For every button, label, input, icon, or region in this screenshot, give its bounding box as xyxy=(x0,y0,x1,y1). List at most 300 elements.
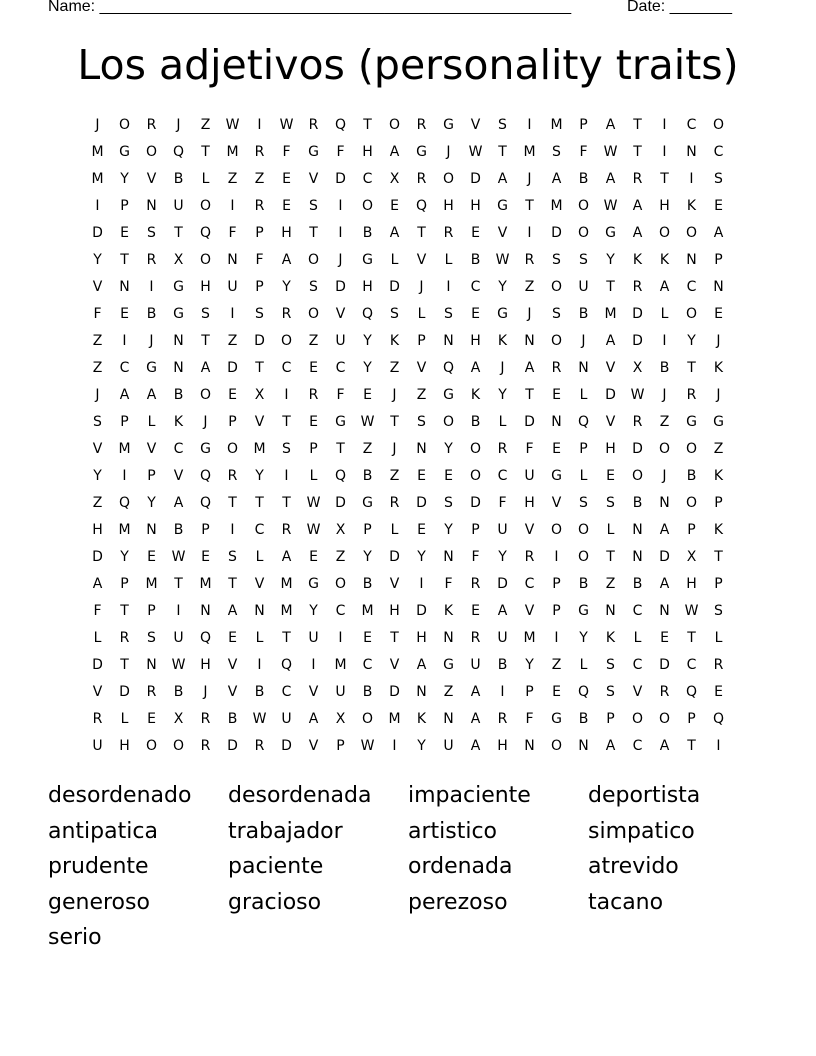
grid-letter[interactable]: D xyxy=(335,495,346,511)
grid-letter[interactable]: W xyxy=(495,252,510,268)
grid-letter[interactable]: O xyxy=(469,441,482,457)
grid-letter[interactable]: T xyxy=(174,576,183,592)
grid-letter[interactable]: H xyxy=(92,522,103,538)
grid-letter[interactable]: N xyxy=(119,279,130,295)
grid-letter[interactable]: Q xyxy=(577,414,590,430)
grid-letter[interactable]: E xyxy=(282,198,291,214)
grid-letter[interactable]: I xyxy=(446,279,451,295)
grid-letter[interactable]: K xyxy=(443,603,454,619)
grid-letter[interactable]: T xyxy=(228,576,237,592)
grid-letter[interactable]: E xyxy=(552,387,561,403)
grid-letter[interactable]: Z xyxy=(416,387,427,403)
grid-letter[interactable]: P xyxy=(228,414,237,430)
grid-letter[interactable]: Y xyxy=(444,522,453,538)
grid-letter[interactable]: B xyxy=(173,684,184,700)
grid-letter[interactable]: W xyxy=(603,198,618,214)
grid-letter[interactable]: R xyxy=(524,549,535,565)
grid-letter[interactable]: R xyxy=(146,252,157,268)
grid-letter[interactable]: C xyxy=(119,360,130,376)
grid-letter[interactable]: M xyxy=(388,711,401,727)
grid-letter[interactable]: P xyxy=(120,198,129,214)
grid-letter[interactable]: T xyxy=(363,117,372,133)
grid-letter[interactable]: D xyxy=(632,333,643,349)
grid-letter[interactable]: C xyxy=(632,657,643,673)
grid-letter[interactable]: Y xyxy=(309,603,318,619)
grid-letter[interactable]: U xyxy=(281,711,292,727)
grid-letter[interactable]: A xyxy=(632,198,643,214)
grid-letter[interactable]: H xyxy=(686,576,697,592)
grid-letter[interactable]: A xyxy=(389,144,400,160)
grid-letter[interactable]: T xyxy=(120,603,129,619)
grid-letter[interactable]: R xyxy=(443,225,454,241)
grid-letter[interactable]: O xyxy=(334,576,347,592)
grid-letter[interactable]: L xyxy=(579,657,588,673)
grid-letter[interactable]: G xyxy=(443,657,454,673)
grid-letter[interactable]: B xyxy=(362,468,373,484)
grid-letter[interactable]: O xyxy=(685,441,698,457)
grid-letter[interactable]: F xyxy=(498,495,507,511)
grid-letter[interactable]: Y xyxy=(363,333,372,349)
grid-letter[interactable]: D xyxy=(659,549,670,565)
grid-letter[interactable]: K xyxy=(686,198,697,214)
grid-letter[interactable]: D xyxy=(389,549,400,565)
grid-letter[interactable]: Z xyxy=(389,468,400,484)
grid-letter[interactable]: D xyxy=(551,225,562,241)
grid-letter[interactable]: E xyxy=(714,684,723,700)
grid-letter[interactable]: D xyxy=(470,495,481,511)
grid-letter[interactable]: I xyxy=(527,117,532,133)
grid-letter[interactable]: I xyxy=(338,198,343,214)
grid-letter[interactable]: L xyxy=(255,549,264,565)
grid-letter[interactable]: N xyxy=(713,279,724,295)
grid-letter[interactable]: T xyxy=(282,414,291,430)
grid-letter[interactable]: H xyxy=(200,279,211,295)
grid-letter[interactable]: E xyxy=(363,387,372,403)
grid-letter[interactable]: S xyxy=(417,414,426,430)
grid-letter[interactable]: H xyxy=(389,603,400,619)
grid-letter[interactable]: Y xyxy=(120,171,129,187)
grid-letter[interactable]: B xyxy=(470,414,481,430)
grid-letter[interactable]: C xyxy=(362,657,373,673)
grid-letter[interactable]: Q xyxy=(280,657,293,673)
grid-letter[interactable]: E xyxy=(120,306,129,322)
grid-letter[interactable]: N xyxy=(632,522,643,538)
grid-letter[interactable]: Y xyxy=(498,549,507,565)
grid-letter[interactable]: O xyxy=(658,441,671,457)
grid-letter[interactable]: Z xyxy=(92,495,103,511)
grid-letter[interactable]: M xyxy=(253,441,266,457)
grid-letter[interactable]: F xyxy=(282,144,291,160)
grid-letter[interactable]: T xyxy=(120,252,129,268)
grid-letter[interactable]: T xyxy=(228,495,237,511)
grid-letter[interactable]: Y xyxy=(579,630,588,646)
grid-letter[interactable]: B xyxy=(362,225,373,241)
grid-letter[interactable]: V xyxy=(551,495,562,511)
grid-letter[interactable]: A xyxy=(605,333,616,349)
grid-letter[interactable]: C xyxy=(173,441,184,457)
grid-letter[interactable]: P xyxy=(552,603,561,619)
grid-letter[interactable]: H xyxy=(281,225,292,241)
grid-letter[interactable]: D xyxy=(227,360,238,376)
grid-letter[interactable]: A xyxy=(659,279,670,295)
grid-letter[interactable]: M xyxy=(199,576,212,592)
grid-letter[interactable]: N xyxy=(146,522,157,538)
grid-letter[interactable]: B xyxy=(173,522,184,538)
grid-letter[interactable]: F xyxy=(471,549,480,565)
grid-letter[interactable]: O xyxy=(442,171,455,187)
grid-letter[interactable]: T xyxy=(525,387,534,403)
grid-letter[interactable]: V xyxy=(605,360,616,376)
grid-letter[interactable]: T xyxy=(390,414,399,430)
grid-letter[interactable]: X xyxy=(389,171,400,187)
grid-letter[interactable]: D xyxy=(605,387,616,403)
grid-letter[interactable]: U xyxy=(470,657,481,673)
grid-letter[interactable]: D xyxy=(335,171,346,187)
grid-letter[interactable]: O xyxy=(577,549,590,565)
grid-letter[interactable]: X xyxy=(254,387,265,403)
grid-letter[interactable]: C xyxy=(281,684,292,700)
grid-letter[interactable]: G xyxy=(713,414,724,430)
grid-letter[interactable]: J xyxy=(203,414,208,430)
grid-letter[interactable]: Y xyxy=(282,279,291,295)
grid-letter[interactable]: N xyxy=(578,738,589,754)
grid-letter[interactable]: X xyxy=(686,549,697,565)
grid-letter[interactable]: H xyxy=(362,144,373,160)
grid-letter[interactable]: T xyxy=(606,279,615,295)
grid-letter[interactable]: R xyxy=(200,738,211,754)
grid-letter[interactable]: R xyxy=(632,279,643,295)
grid-letter[interactable]: O xyxy=(685,306,698,322)
grid-letter[interactable]: Y xyxy=(120,549,129,565)
grid-letter[interactable]: U xyxy=(308,630,319,646)
grid-letter[interactable]: N xyxy=(659,495,670,511)
grid-letter[interactable]: N xyxy=(443,549,454,565)
grid-letter[interactable]: T xyxy=(120,657,129,673)
grid-letter[interactable]: J xyxy=(662,387,667,403)
grid-letter[interactable]: P xyxy=(147,603,156,619)
grid-letter[interactable]: M xyxy=(145,576,158,592)
grid-letter[interactable]: W xyxy=(603,144,618,160)
grid-letter[interactable]: E xyxy=(390,198,399,214)
grid-letter[interactable]: E xyxy=(714,306,723,322)
grid-letter[interactable]: P xyxy=(552,576,561,592)
grid-letter[interactable]: I xyxy=(284,387,289,403)
grid-letter[interactable]: V xyxy=(146,171,157,187)
grid-letter[interactable]: A xyxy=(470,738,481,754)
grid-letter[interactable]: R xyxy=(227,468,238,484)
grid-letter[interactable]: Q xyxy=(334,117,347,133)
grid-letter[interactable]: B xyxy=(659,360,670,376)
grid-letter[interactable]: I xyxy=(230,306,235,322)
grid-letter[interactable]: K xyxy=(713,468,724,484)
grid-letter[interactable]: Q xyxy=(199,495,212,511)
grid-letter[interactable]: Z xyxy=(335,549,346,565)
grid-letter[interactable]: S xyxy=(309,198,318,214)
grid-letter[interactable]: E xyxy=(417,468,426,484)
grid-letter[interactable]: H xyxy=(659,198,670,214)
grid-letter[interactable]: M xyxy=(550,117,563,133)
grid-letter[interactable]: A xyxy=(227,603,238,619)
grid-letter[interactable]: E xyxy=(552,441,561,457)
grid-letter[interactable]: W xyxy=(306,495,321,511)
grid-letter[interactable]: Y xyxy=(363,360,372,376)
grid-letter[interactable]: B xyxy=(470,252,481,268)
grid-letter[interactable]: R xyxy=(92,711,103,727)
grid-letter[interactable]: T xyxy=(282,495,291,511)
grid-letter[interactable]: N xyxy=(173,333,184,349)
grid-letter[interactable]: I xyxy=(527,225,532,241)
grid-letter[interactable]: G xyxy=(497,306,508,322)
grid-letter[interactable]: Y xyxy=(255,468,264,484)
grid-letter[interactable]: A xyxy=(605,171,616,187)
grid-letter[interactable]: A xyxy=(659,522,670,538)
grid-letter[interactable]: T xyxy=(498,144,507,160)
grid-letter[interactable]: E xyxy=(228,387,237,403)
grid-letter[interactable]: I xyxy=(689,171,694,187)
grid-letter[interactable]: V xyxy=(389,657,400,673)
grid-letter[interactable]: N xyxy=(578,360,589,376)
grid-letter[interactable]: S xyxy=(444,495,453,511)
grid-letter[interactable]: G xyxy=(173,279,184,295)
grid-letter[interactable]: E xyxy=(282,171,291,187)
grid-letter[interactable]: K xyxy=(389,333,400,349)
grid-letter[interactable]: Q xyxy=(442,360,455,376)
grid-letter[interactable]: V xyxy=(389,576,400,592)
grid-letter[interactable]: N xyxy=(686,144,697,160)
grid-letter[interactable]: A xyxy=(308,711,319,727)
grid-letter[interactable]: A xyxy=(173,495,184,511)
grid-letter[interactable]: Z xyxy=(443,684,454,700)
grid-letter[interactable]: Q xyxy=(685,684,698,700)
grid-letter[interactable]: P xyxy=(309,441,318,457)
grid-letter[interactable]: F xyxy=(336,144,345,160)
grid-letter[interactable]: H xyxy=(200,657,211,673)
grid-letter[interactable]: B xyxy=(578,171,589,187)
grid-letter[interactable]: J xyxy=(149,333,154,349)
grid-letter[interactable]: G xyxy=(686,414,697,430)
grid-letter[interactable]: Y xyxy=(444,441,453,457)
grid-letter[interactable]: U xyxy=(227,279,238,295)
grid-letter[interactable]: T xyxy=(525,198,534,214)
grid-letter[interactable]: N xyxy=(443,333,454,349)
grid-letter[interactable]: O xyxy=(631,468,644,484)
grid-letter[interactable]: P xyxy=(471,522,480,538)
grid-letter[interactable]: S xyxy=(93,414,102,430)
grid-letter[interactable]: P xyxy=(120,576,129,592)
grid-letter[interactable]: K xyxy=(173,414,184,430)
grid-letter[interactable]: G xyxy=(308,144,319,160)
grid-letter[interactable]: N xyxy=(200,603,211,619)
grid-letter[interactable]: M xyxy=(334,657,347,673)
grid-letter[interactable]: J xyxy=(500,360,505,376)
grid-letter[interactable]: S xyxy=(147,630,156,646)
grid-letter[interactable]: Q xyxy=(199,225,212,241)
grid-letter[interactable]: V xyxy=(497,225,508,241)
grid-letter[interactable]: V xyxy=(335,306,346,322)
grid-letter[interactable]: C xyxy=(281,360,292,376)
grid-letter[interactable]: U xyxy=(443,738,454,754)
grid-letter[interactable]: N xyxy=(524,738,535,754)
grid-letter[interactable]: P xyxy=(255,279,264,295)
grid-letter[interactable]: S xyxy=(714,171,723,187)
grid-letter[interactable]: R xyxy=(281,522,292,538)
grid-letter[interactable]: O xyxy=(307,252,320,268)
grid-letter[interactable]: N xyxy=(173,360,184,376)
grid-letter[interactable]: A xyxy=(470,684,481,700)
grid-letter[interactable]: O xyxy=(307,306,320,322)
grid-letter[interactable]: A xyxy=(92,576,103,592)
grid-letter[interactable]: T xyxy=(282,630,291,646)
grid-letter[interactable]: L xyxy=(633,630,642,646)
grid-letter[interactable]: O xyxy=(712,117,725,133)
grid-letter[interactable]: V xyxy=(227,657,238,673)
grid-letter[interactable]: W xyxy=(630,387,645,403)
grid-letter[interactable]: E xyxy=(309,360,318,376)
grid-letter[interactable]: R xyxy=(497,711,508,727)
grid-letter[interactable]: I xyxy=(149,279,154,295)
grid-letter[interactable]: L xyxy=(417,306,426,322)
grid-letter[interactable]: R xyxy=(308,387,319,403)
grid-letter[interactable]: Y xyxy=(417,738,426,754)
grid-letter[interactable]: I xyxy=(95,198,100,214)
grid-letter[interactable]: R xyxy=(470,630,481,646)
grid-letter[interactable]: D xyxy=(281,738,292,754)
grid-letter[interactable]: Y xyxy=(363,549,372,565)
grid-letter[interactable]: H xyxy=(416,630,427,646)
grid-letter[interactable]: E xyxy=(606,468,615,484)
grid-letter[interactable]: K xyxy=(416,711,427,727)
grid-letter[interactable]: A xyxy=(605,117,616,133)
grid-letter[interactable]: L xyxy=(390,252,399,268)
grid-letter[interactable]: G xyxy=(362,495,373,511)
grid-letter[interactable]: O xyxy=(280,333,293,349)
grid-letter[interactable]: W xyxy=(360,414,375,430)
grid-letter[interactable]: P xyxy=(417,333,426,349)
grid-letter[interactable]: Z xyxy=(713,441,724,457)
grid-letter[interactable]: V xyxy=(605,414,616,430)
grid-letter[interactable]: N xyxy=(146,198,157,214)
grid-letter[interactable]: B xyxy=(254,684,265,700)
grid-letter[interactable]: N xyxy=(659,603,670,619)
grid-letter[interactable]: V xyxy=(92,441,103,457)
grid-letter[interactable]: N xyxy=(632,549,643,565)
grid-letter[interactable]: Q xyxy=(118,495,131,511)
grid-letter[interactable]: S xyxy=(606,684,615,700)
grid-letter[interactable]: G xyxy=(200,441,211,457)
grid-letter[interactable]: D xyxy=(389,279,400,295)
grid-letter[interactable]: Y xyxy=(147,495,156,511)
grid-letter[interactable]: B xyxy=(578,306,589,322)
grid-letter[interactable]: C xyxy=(632,603,643,619)
grid-letter[interactable]: D xyxy=(416,495,427,511)
grid-letter[interactable]: K xyxy=(470,387,481,403)
grid-letter[interactable]: Y xyxy=(525,657,534,673)
grid-letter[interactable]: P xyxy=(201,522,210,538)
grid-letter[interactable]: A xyxy=(659,576,670,592)
grid-letter[interactable]: P xyxy=(363,522,372,538)
grid-letter[interactable]: H xyxy=(443,198,454,214)
grid-letter[interactable]: P xyxy=(714,495,723,511)
grid-letter[interactable]: B xyxy=(173,171,184,187)
grid-letter[interactable]: A xyxy=(389,225,400,241)
grid-letter[interactable]: U xyxy=(497,522,508,538)
grid-letter[interactable]: Z xyxy=(659,414,670,430)
grid-letter[interactable]: J xyxy=(419,279,424,295)
grid-letter[interactable]: V xyxy=(92,279,103,295)
grid-letter[interactable]: B xyxy=(362,576,373,592)
grid-letter[interactable]: V xyxy=(92,684,103,700)
grid-letter[interactable]: V xyxy=(632,684,643,700)
grid-letter[interactable]: S xyxy=(498,117,507,133)
grid-letter[interactable]: I xyxy=(500,684,505,700)
grid-letter[interactable]: T xyxy=(201,144,210,160)
grid-letter[interactable]: I xyxy=(122,333,127,349)
grid-letter[interactable]: F xyxy=(525,441,534,457)
grid-letter[interactable]: V xyxy=(524,603,535,619)
grid-letter[interactable]: I xyxy=(230,522,235,538)
grid-letter[interactable]: S xyxy=(390,306,399,322)
grid-letter[interactable]: T xyxy=(336,441,345,457)
grid-letter[interactable]: E xyxy=(228,630,237,646)
grid-letter[interactable]: Q xyxy=(712,711,725,727)
grid-letter[interactable]: H xyxy=(605,441,616,457)
grid-letter[interactable]: G xyxy=(173,306,184,322)
grid-letter[interactable]: A xyxy=(605,738,616,754)
grid-letter[interactable]: O xyxy=(361,711,374,727)
grid-letter[interactable]: T xyxy=(687,360,696,376)
grid-letter[interactable]: F xyxy=(336,387,345,403)
grid-letter[interactable]: I xyxy=(554,630,559,646)
grid-letter[interactable]: O xyxy=(658,225,671,241)
grid-letter[interactable]: P xyxy=(255,225,264,241)
grid-letter[interactable]: T xyxy=(390,630,399,646)
grid-letter[interactable]: Q xyxy=(415,198,428,214)
grid-letter[interactable]: G xyxy=(443,387,454,403)
grid-letter[interactable]: T xyxy=(714,549,723,565)
grid-letter[interactable]: I xyxy=(662,333,667,349)
grid-letter[interactable]: Q xyxy=(577,684,590,700)
grid-letter[interactable]: N xyxy=(227,252,238,268)
grid-letter[interactable]: M xyxy=(118,441,131,457)
grid-letter[interactable]: I xyxy=(419,576,424,592)
grid-letter[interactable]: P xyxy=(714,576,723,592)
grid-letter[interactable]: D xyxy=(416,603,427,619)
grid-letter[interactable]: S xyxy=(552,144,561,160)
grid-letter[interactable]: B xyxy=(632,495,643,511)
grid-letter[interactable]: C xyxy=(686,117,697,133)
grid-letter[interactable]: I xyxy=(662,144,667,160)
grid-letter[interactable]: N xyxy=(146,657,157,673)
grid-letter[interactable]: V xyxy=(308,684,319,700)
grid-letter[interactable]: Z xyxy=(524,279,535,295)
grid-letter[interactable]: C xyxy=(686,657,697,673)
grid-letter[interactable]: G xyxy=(578,603,589,619)
grid-letter[interactable]: Q xyxy=(334,468,347,484)
grid-letter[interactable]: N xyxy=(254,603,265,619)
grid-letter[interactable]: B xyxy=(227,711,238,727)
grid-letter[interactable]: E xyxy=(471,225,480,241)
grid-letter[interactable]: O xyxy=(172,738,185,754)
grid-letter[interactable]: I xyxy=(716,738,721,754)
grid-letter[interactable]: R xyxy=(146,684,157,700)
grid-letter[interactable]: O xyxy=(658,711,671,727)
grid-letter[interactable]: T xyxy=(255,495,264,511)
grid-letter[interactable]: S xyxy=(147,225,156,241)
grid-letter[interactable]: Y xyxy=(498,279,507,295)
grid-letter[interactable]: A xyxy=(551,171,562,187)
grid-letter[interactable]: A xyxy=(470,711,481,727)
grid-letter[interactable]: M xyxy=(280,603,293,619)
